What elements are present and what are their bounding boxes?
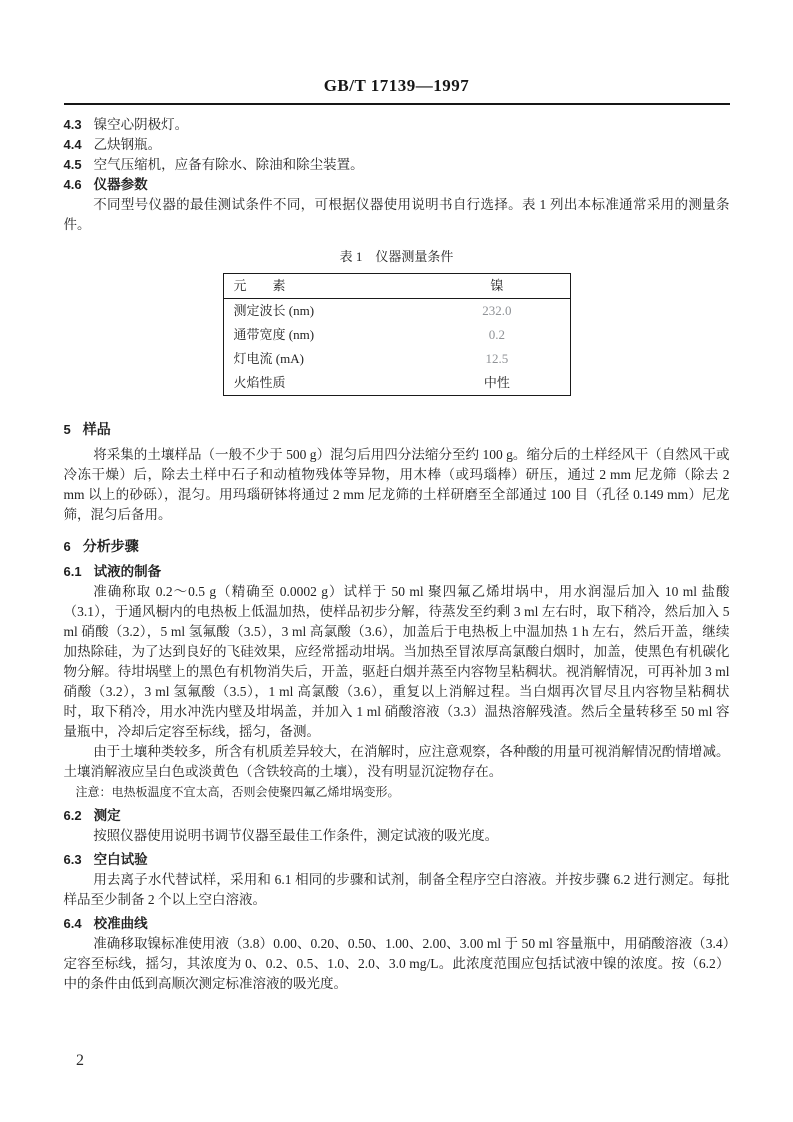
clause-6-3-title: 空白试验	[93, 852, 148, 867]
document-header	[0, 0, 793, 105]
section-6-number: 6	[63, 539, 71, 554]
section-5-title: 样品	[82, 423, 111, 438]
table-row-flame-type	[223, 371, 570, 396]
table-row-wavelength	[223, 299, 570, 324]
section-6-heading	[64, 537, 730, 558]
lamp-current-label-cell: 灯电流 (mA)	[233, 351, 304, 366]
clause-4-6	[64, 175, 730, 195]
clause-6-1-number: 6.1	[63, 564, 82, 579]
clause-4-3-text: 镍空心阴极灯。	[93, 117, 189, 132]
clause-4-6-number: 4.6	[63, 177, 82, 192]
clause-4-3	[64, 115, 730, 135]
table-row-bandwidth	[223, 323, 570, 347]
measurement-paragraph: 按照仪器使用说明书调节仪器至最佳工作条件，测定试液的吸光度。	[93, 828, 499, 843]
clause-6-2-number: 6.2	[63, 808, 82, 823]
soil-variability-paragraph: 由于土壤种类较多，所含有机质差异较大，在消解时，应注意观察，各种酸的用量可视消解情况酌情增减。土壤消解液应呈白色或淡黄色（含铁较高的土壤），没有明显沉淀物存在。	[63, 744, 730, 779]
section-6-title: 分析步骤	[82, 540, 139, 555]
header-rule	[64, 103, 730, 105]
sample-preparation-paragraph: 将采集的土壤样品（一般不少于 500 g）混匀后用四分法缩分至约 100 g。缩分后的土样经风干（自然风干或冷冻干燥）后，除去土样中石子和动植物残体等异物，用木棒（或玛瑙棒）研压，通过 2 mm 尼龙筛（除去 2 mm 以上的砂砾），混匀。用玛瑙研钵将通过 2 mm 尼龙筛的土样研磨至全部通过 100 目（孔径 0.149 mm）尼龙筛，混匀后备用。	[63, 447, 730, 522]
section-5-heading	[64, 420, 730, 441]
bandwidth-value-cell: 0.2	[488, 327, 505, 342]
nickel-header-cell: 镍	[424, 274, 570, 299]
clause-6-1-title: 试液的制备	[93, 564, 162, 579]
clause-4-4-text: 乙炔钢瓶。	[93, 137, 162, 152]
table-header-row	[223, 274, 570, 299]
standard-number: GB/T 17139—1997	[323, 76, 470, 95]
wavelength-value-cell: 232.0	[482, 303, 512, 318]
digestion-procedure-paragraph: 准确称取 0.2～0.5 g（精确至 0.0002 g）试样于 50 ml 聚四氟乙烯坩埚中，用水润湿后加入 10 ml 盐酸（3.1），于通风橱内的电热板上低温加热，使样品初步分解，待蒸发至约剩 3 ml 左右时，取下稍冷，然后加入 5 ml 硝酸（3.2），5 ml 氢氟酸（3.5），3 ml 高氯酸（3.6），加盖后于电热板上中温加热 1 h 左右，然后开盖，继续加热除硅，为了达到良好的飞硅效果，应经常摇动坩埚。当加热至冒浓厚高氯酸白烟时，加盖，使黑色有机碳化物分解。待坩埚壁上的黑色有机物消失后，开盖，驱赶白烟并蒸至内容物呈粘稠状。视消解情况，可再补加 3 ml 硝酸（3.2），3 ml 氢氟酸（3.5），1 ml 高氯酸（3.6），重复以上消解过程。当白烟再次冒尽且内容物呈粘稠状时，取下稍冷，用水冲洗内壁及坩埚盖，并加入 1 ml 硝酸溶液（3.3）温热溶解残渣。然后全量转移至 50 ml 容量瓶中，冷却后定容至标线，摇匀，备测。	[63, 584, 730, 739]
clause-6-1	[64, 562, 730, 582]
clause-6-4	[64, 914, 730, 934]
wavelength-label-cell: 测定波长 (nm)	[233, 303, 315, 318]
clause-4-5-number: 4.5	[63, 157, 82, 172]
lamp-current-value-cell: 12.5	[485, 351, 509, 366]
clause-6-4-number: 6.4	[63, 916, 82, 931]
clause-6-2-title: 测定	[93, 808, 121, 823]
table-row-lamp-current	[223, 347, 570, 371]
clause-4-3-number: 4.3	[63, 117, 82, 132]
blank-test-paragraph: 用去离子水代替试样，采用和 6.1 相同的步骤和试剂，制备全程序空白溶液。并按步骤 6.2 进行测定。每批样品至少制备 2 个以上空白溶液。	[63, 872, 730, 907]
table-caption: 表 1 仪器测量条件	[339, 249, 454, 264]
flame-type-label-cell: 火焰性质	[233, 375, 286, 390]
clause-4-5-text: 空气压缩机，应备有除水、除油和除尘装置。	[93, 157, 364, 172]
bandwidth-label-cell: 通带宽度 (nm)	[233, 327, 315, 342]
flame-type-value-cell: 中性	[483, 375, 510, 390]
clause-4-5	[64, 155, 730, 175]
clause-4-6-title: 仪器参数	[93, 177, 148, 192]
clause-4-4	[64, 135, 730, 155]
clause-6-3	[64, 850, 730, 870]
clause-4-4-number: 4.4	[63, 137, 82, 152]
clause-6-2	[64, 806, 730, 826]
calibration-curve-paragraph: 准确移取镍标准使用液（3.8）0.00、0.20、0.50、1.00、2.00、3.00 ml 于 50 ml 容量瓶中，用硝酸溶液（3.4）定容至标线，摇匀，其浓度为 0、0.2、0.5、1.0、2.0、3.0 mg/L。此浓度范围应包括试液中镍的浓度。按（6.2）中的条件由低到高顺次测定标准溶液的吸光度。	[63, 936, 730, 991]
measurement-conditions-paragraph: 不同型号仪器的最佳测试条件不同，可根据仪器使用说明书自行选择。表 1 列出本标准通常采用的测量条件。	[63, 197, 730, 232]
clause-6-4-title: 校准曲线	[93, 916, 148, 931]
page-number: 2	[76, 1052, 84, 1069]
element-header-cell: 元 素	[223, 274, 424, 299]
instrument-conditions-table	[223, 273, 571, 396]
caution-note: 注意：电热板温度不宜太高，否则会使聚四氟乙烯坩埚变形。	[75, 785, 400, 799]
document-body	[64, 115, 730, 994]
section-5-number: 5	[63, 422, 71, 437]
clause-6-3-number: 6.3	[63, 852, 82, 867]
